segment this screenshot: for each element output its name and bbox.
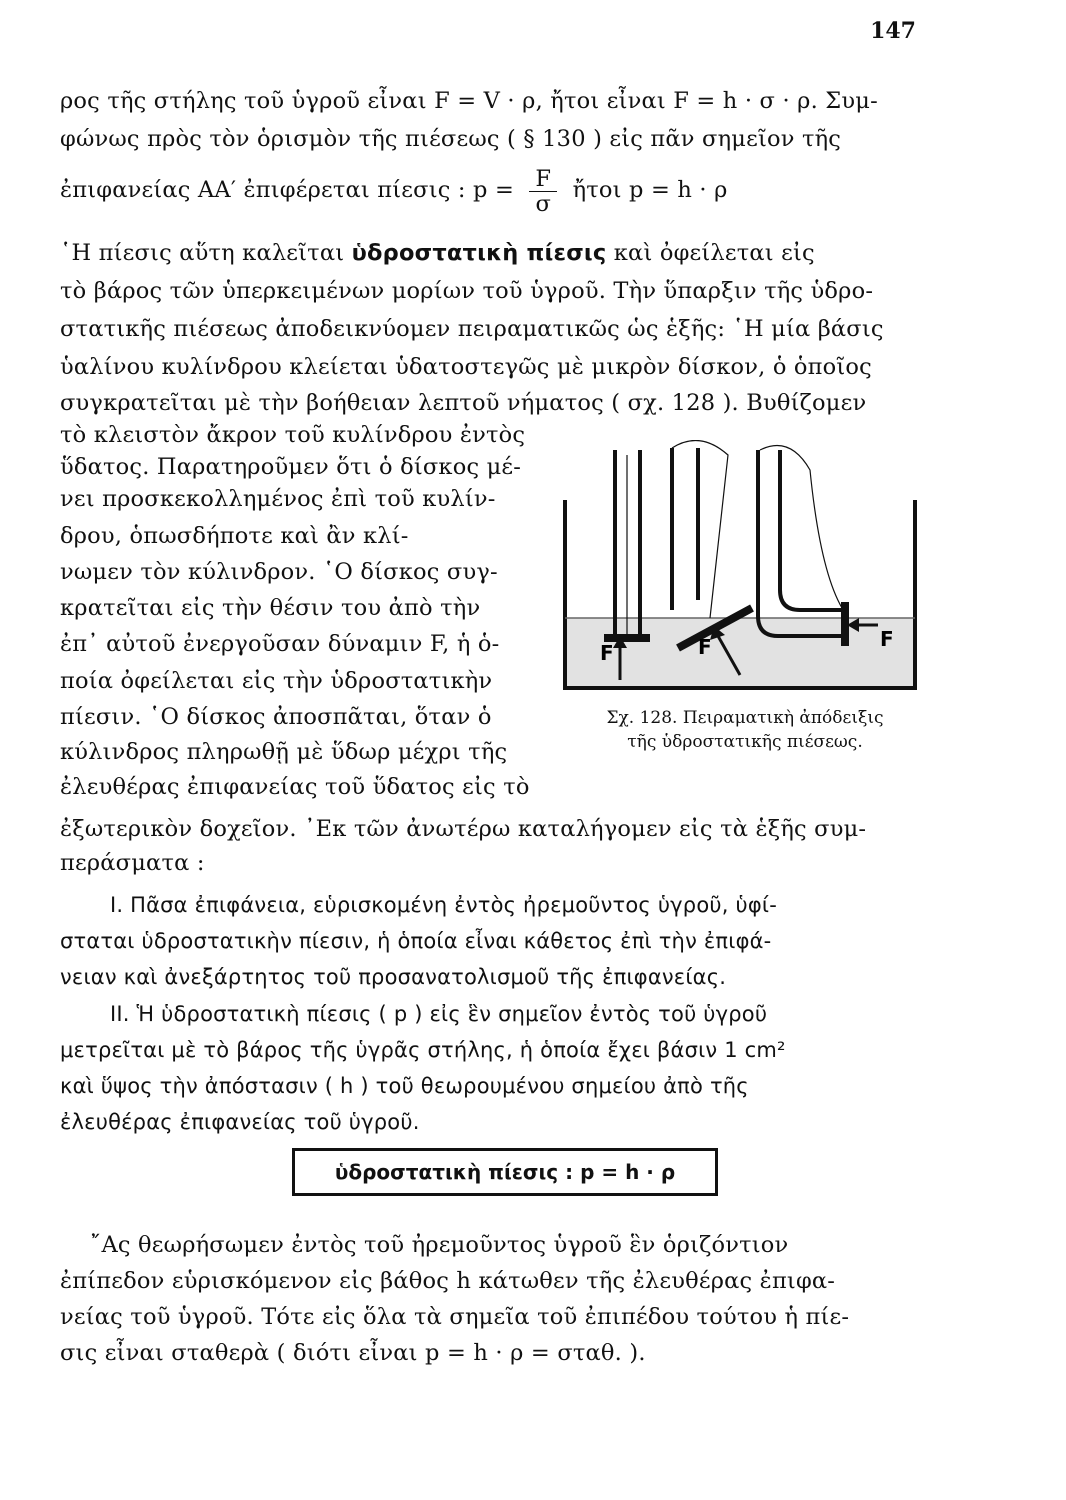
text-line: τὸ κλειστὸν ἄκρον τοῦ κυλίνδρου ἐντὸς [60, 422, 526, 448]
text-line: κύλινδρος πληρωθῇ μὲ ὕδωρ μέχρι τῆς [60, 739, 508, 765]
formula-prefix: ἐπιφανείας ΑΑ′ ἐπιφέρεται πίεσις : p = [60, 177, 515, 203]
text-line: ὕδατος. Παρατηροῦμεν ὅτι ὁ δίσκος μέ- [60, 454, 522, 480]
text-line: ἐξωτερικὸν δοχεῖον. ᾿Εκ τῶν ἀνωτέρω καταλήγομεν εἰς τὰ ἑξῆς συμ- [60, 816, 867, 842]
formula-suffix: ἤτοι p = h · ρ [572, 177, 728, 203]
text-line: περάσματα : [60, 850, 205, 876]
text-span: ῾Η πίεσις αὕτη καλεῖται [60, 240, 352, 266]
conclusion-2: II. Ἡ ὑδροστατικὴ πίεσις ( p ) εἰς ἓν σημεῖον ἐντὸς τοῦ ὑγροῦ [110, 1002, 768, 1026]
text-line: ἐπίπεδον εὑρισκόμενον εἰς βάθος h κάτωθεν τῆς ἐλευθέρας ἐπιφα- [60, 1268, 836, 1294]
text-line: τὸ βάρος τῶν ὑπερκειμένων μορίων τοῦ ὑγροῦ. Τὴν ὕπαρξιν τῆς ὑδρο- [60, 278, 874, 304]
text-line: καὶ ὕψος τὴν ἀπόστασιν ( h ) τοῦ θεωρουμένου σημείου ἀπὸ τῆς [60, 1074, 749, 1098]
text-line: ρος τῆς στήλης τοῦ ὑγροῦ εἶναι F = V · ρ, ἤτοι εἶναι F = h · σ · ρ. Συμ- [60, 88, 878, 114]
caption-line: Σχ. 128. Πειραματικὴ ἀπόδειξις [606, 708, 884, 728]
text-line: ἐπ᾽ αὐτοῦ ἐνεργοῦσαν δύναμιν F, ἡ ὁ- [60, 631, 500, 657]
text-line: φώνως πρὸς τὸν ὁρισμὸν τῆς πιέσεως ( § 130 ) εἰς πᾶν σημεῖον τῆς [60, 126, 842, 152]
text-line: ποία ὀφείλεται εἰς τὴν ὑδροστατικὴν [60, 668, 493, 694]
text-line: στατικῆς πιέσεως ἀποδεικνύομεν πειραματικῶς ὡς ἑξῆς: ῾Η μία βάσις [60, 316, 884, 342]
text-line: ὑαλίνου κυλίνδρου κλείεται ὑδατοστεγῶς μὲ μικρὸν δίσκον, ὁ ὁποῖος [60, 354, 872, 380]
text-line: ἐλευθέρας ἐπιφανείας τοῦ ὑγροῦ. [60, 1110, 420, 1134]
string [760, 446, 842, 609]
text-line: δρου, ὁπωσδήποτε καὶ ἂν κλί- [60, 523, 409, 549]
water-region [565, 618, 915, 688]
pressure-formula-line [60, 166, 940, 216]
force-label: F [600, 641, 614, 665]
boxed-formula: ὑδροστατικὴ πίεσις : p = h · ρ [292, 1148, 718, 1196]
text-line: κρατεῖται εἰς τὴν θέσιν του ἀπὸ τὴν [60, 595, 481, 621]
fraction-denominator: σ [535, 190, 552, 217]
text-line: συγκρατεῖται μὲ τὴν βοήθειαν λεπτοῦ νήματος ( σχ. 128 ). Βυθίζομεν [60, 390, 867, 416]
force-label: F [698, 635, 712, 659]
fraction-numerator: F [529, 167, 557, 192]
text-line: νείας τοῦ ὑγροῦ. Τότε εἰς ὅλα τὰ σημεῖα τοῦ ἐπιπέδου τούτου ἡ πίε- [60, 1304, 850, 1330]
bent-tube [780, 590, 842, 610]
fraction [529, 167, 557, 216]
figure-hydrostatic-pressure [560, 440, 920, 700]
conclusion-1: I. Πᾶσα ἐπιφάνεια, εὑρισκομένη ἐντὸς ἠρεμοῦντος ὑγροῦ, ὑφί- [110, 893, 777, 917]
figure-caption [560, 706, 930, 754]
page-number: 147 [870, 18, 916, 44]
text-line: νειαν καὶ ἀνεξάρτητος τοῦ προσανατολισμοῦ τῆς ἐπιφανείας. [60, 965, 727, 989]
text-line: νωμεν τὸν κύλινδρον. ῾Ο δίσκος συγ- [60, 559, 498, 585]
text-line [60, 238, 940, 268]
text-line: νει προσκεκολλημένος ἐπὶ τοῦ κυλίν- [60, 486, 496, 512]
caption-line: τῆς ὑδροστατικῆς πιέσεως. [627, 732, 863, 752]
force-label: F [880, 627, 894, 651]
text-line: πίεσιν. ῾Ο δίσκος ἀποσπᾶται, ὅταν ὁ [60, 704, 492, 730]
bold-term: ὑδροστατικὴ πίεσις [351, 240, 607, 266]
text-line: σταται ὑδροστατικὴν πίεσιν, ἡ ὁποία εἶναι κάθετος ἐπὶ τὴν ἐπιφά- [60, 929, 772, 953]
text-line: ῎Ας θεωρήσωμεν ἐντὸς τοῦ ἠρεμοῦντος ὑγροῦ ἓν ὁριζόντιον [90, 1232, 789, 1258]
text-line: ἐλευθέρας ἐπιφανείας τοῦ ὕδατος εἰς τὸ [60, 774, 530, 800]
text-span: καὶ ὀφείλεται εἰς [606, 240, 815, 266]
text-line: μετρεῖται μὲ τὸ βάρος τῆς ὑγρᾶς στήλης, ἡ ὁποία ἔχει βάσιν 1 cm² [60, 1038, 786, 1062]
text-line: σις εἶναι σταθερὰ ( διότι εἶναι p = h · ρ = σταθ. ). [60, 1340, 646, 1366]
